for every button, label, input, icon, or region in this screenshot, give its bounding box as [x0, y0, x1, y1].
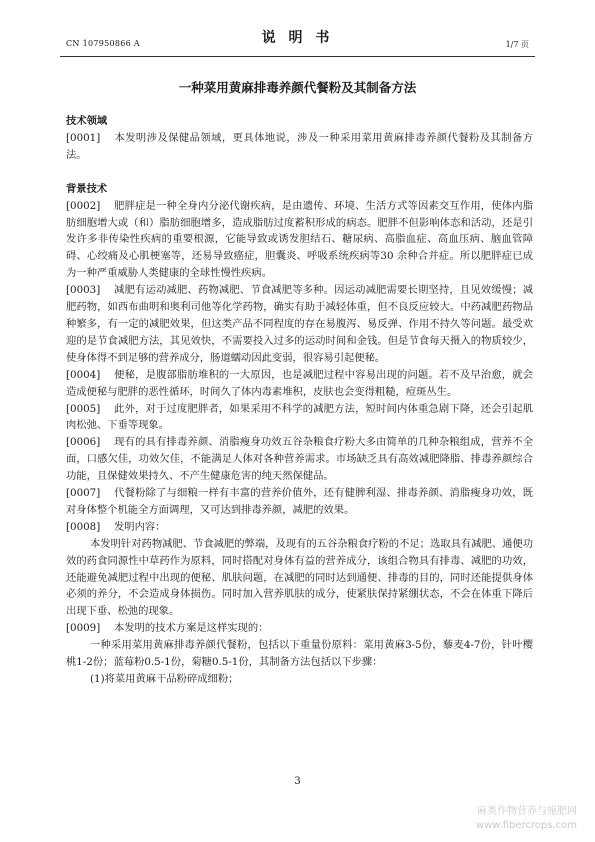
- watermark: [476, 805, 577, 833]
- paragraph-0006: [66, 434, 533, 485]
- paragraph-0008-body: 本发明针对药物减肥、节食减肥的弊端，及现有的五谷杂粮食疗粉的不足；选取具有减肥、通便功效的药食同源性中草药作为原料，同时搭配对身体有益的营养成分，该组合物具有排毒、减肥的功效，还能避免减肥过程中出现的便秘、肌肤问题，在减肥的同时达到通便、排毒的目的，同时还能提供身体必须的养分，不会造成身体损伤。同时加入营养肌肤的成分，使紧肤保持紧绷状态，不会在体重下降后出现下垂、松弛的现象。: [66, 537, 533, 618]
- patent-number: CN 107950866 A: [66, 39, 140, 48]
- paragraph-0009: [66, 620, 533, 637]
- paragraph-number: [0001]: [66, 131, 101, 144]
- paragraph-0002: [66, 198, 533, 283]
- paragraph-text: 肥胖症是一种全身内分泌代谢疾病，是由遗传、环境、生活方式等因素交互作用，使体内脂肪细胞增大或（和）脂肪细胞增多，造成脂肪过度蓄积形成的病态。肥胖不但影响体态和活动，还是引发许多非传染性疾病的重要根源，它能导致或诱发胆结石、糖尿病、高脂血症、高血压病、脑血管障碍、心绞痛及心肌梗塞等，还易导致癌症，胆囊炎、呼吸系统疾病等30 余种合并症。所以肥胖症已成为一种严重威胁人类健康的全球性慢性疾病。: [66, 199, 533, 280]
- paragraph-text: 此外，对于过度肥胖者，如果采用不科学的减肥方法，短时间内体重急剧下降，还会引起肌肉松弛、下垂等现象。: [66, 402, 533, 432]
- paragraph-0003: [66, 282, 533, 367]
- paragraph-text: 减肥有运动减肥、药物减肥、节食减肥等多种。因运动减肥需要长期坚持，且见效缓慢；减肥药物，如西布曲明和奥利司他等化学药物，确实有助于减轻体重，但不良反应较大。中药减肥药物品种繁多，有一定的减肥效果，但这类产品不同程度的存在易腹泻、易反弹、作用不持久等问题。最受欢迎的是节食减肥方法，其见效快，不需要投入过多的运动时间和金钱。但是节食每天摄入的物质较少，使身体得不到足够的营养成分，肠道蠕动因此变弱，很容易引起便秘。: [66, 284, 533, 364]
- header-divider: [60, 56, 535, 57]
- page-number: 3: [294, 776, 301, 787]
- paragraph-0007: [66, 485, 533, 519]
- paragraph-text: 现有的具有排毒养颜、消脂瘦身功效五谷杂粮食疗粉大多由简单的几种杂粮组成，营养不全面，口感欠佳，功效欠佳，不能满足人体对各种营养需求。市场缺乏具有高效减肥降脂、排毒养颜综合功能，且保健效果持久、不产生健康危害的纯天然保健品。: [66, 436, 533, 483]
- section-heading-background: 背景技术: [66, 182, 108, 195]
- paragraph-number: [0007]: [66, 487, 101, 500]
- paragraph-text: 发明内容：: [114, 520, 166, 533]
- document-body: [66, 113, 533, 688]
- section-label: 说 明 书: [261, 30, 334, 46]
- paragraph-number: [0002]: [66, 199, 101, 212]
- paragraph-number: [0003]: [66, 284, 101, 297]
- paragraph-number: [0006]: [66, 436, 101, 449]
- paragraph-text: 便秘，是腹部脂肪堆积的一大原因，也是减肥过程中容易出现的问题。若不及早治愈，就会造成便秘与肥胖的恶性循环，时间久了体内毒素堆积，皮肤也会变得粗糙，痘斑丛生。: [66, 368, 533, 398]
- page-counter: 1/7 页: [505, 40, 529, 49]
- paragraph-text: 本发明的技术方案是这样实现的：: [114, 622, 269, 635]
- page-header: [0, 22, 595, 56]
- watermark-line-2: www.fibercrops.com: [475, 820, 577, 831]
- paragraph-number: [0005]: [66, 402, 101, 415]
- paragraph-0008: [66, 519, 533, 536]
- paragraph-text: 代餐粉除了与细粮一样有丰富的营养价值外，还有健脾利湿、排毒养颜、消脂瘦身功效，既对身体整个机能全方面调理，又可达到排毒养颜，减肥的效果。: [66, 487, 533, 516]
- document-title: 一种菜用黄麻排毒养颜代餐粉及其制备方法: [178, 80, 417, 95]
- paragraph-0009-body: 一种采用菜用黄麻排毒养颜代餐粉，包括以下重量份原料：菜用黄麻3-5份，藜麦4-7份，针叶樱桃1-2份；蓝莓粉0.5-1份，菊糖0.5-1份，其制备方法包括以下步骤：: [66, 639, 533, 669]
- paragraph-number: [0008]: [66, 520, 101, 533]
- section-heading-tech-field: 技术领域: [66, 115, 108, 127]
- paragraph-text: 本发明涉及保健品领域，更具体地说，涉及一种采用菜用黄麻排毒养颜代餐粉及其制备方法。: [66, 131, 533, 161]
- paragraph-number: [0004]: [66, 368, 101, 381]
- paragraph-number: [0009]: [66, 622, 101, 635]
- watermark-line-1: 麻类作物营养与施肥网: [477, 806, 577, 817]
- paragraph-0004: [66, 367, 533, 401]
- paragraph-0001: [66, 130, 533, 164]
- paragraph-0005: [66, 401, 533, 435]
- paragraph-0009-step: (1)将菜用黄麻干品粉碎成细粉；: [90, 673, 239, 685]
